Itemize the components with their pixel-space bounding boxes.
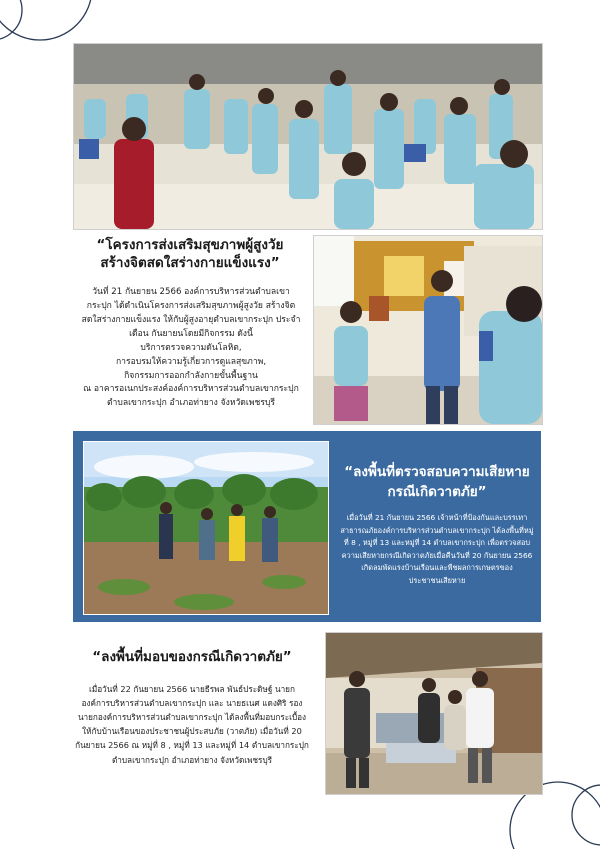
photo-tile-donation xyxy=(325,632,543,795)
section2-line: สาธารณภัยองค์การบริหารส่วนตำบลเขากระปุก ได้ลงพื้นที่หมู่ xyxy=(340,525,534,535)
section2-line: ที่ 8 , หมู่ที่ 13 และหมู่ที่ 14 ตำบลเขากระปุก เพื่อตรวจสอบ xyxy=(343,538,531,548)
section2-line: ประชาชนเสียหาย xyxy=(408,575,466,585)
section3-body xyxy=(64,682,320,767)
section3-line: ให้กับบ้านเรือนของประชาชนผู้ประสบภัย (วาตภัย) เมื่อวันที่ 20 xyxy=(82,726,302,737)
section1-title-line2: สร้างจิตสดใสร่างกายแข็งแรง” xyxy=(100,255,280,272)
section1-line: เดือน กันยายนโดยมีกิจกรรม ดังนี้ xyxy=(129,328,253,339)
section1-body xyxy=(72,286,310,411)
section1-line: กระปุก ได้ดำเนินโครงการส่งเสริมสุขภาพผู้สูงวัย สร้างจิต xyxy=(86,300,296,311)
section3-line: ตำบลเขากระปุก อำเภอท่ายาง จังหวัดเพชรบุรี xyxy=(111,754,273,765)
section2-line: เมื่อวันที่ 21 กันยายน 2566 เจ้าหน้าที่ป้องกันและบรรเทา xyxy=(346,513,528,522)
photo-elderly-exercise-hall xyxy=(73,43,543,230)
section1-line: วันที่ 21 กันยายน 2566 องค์การบริหารส่วนตำบลเขา xyxy=(92,287,290,297)
section1-title-line1: “โครงการส่งเสริมสุขภาพผู้สูงวัย xyxy=(96,237,284,253)
section2-title-line1: “ลงพื้นที่ตรวจสอบความเสียหาย xyxy=(344,464,530,480)
section1-line: ตำบลเขากระปุก อำเภอท่ายาง จังหวัดเพชรบุรี xyxy=(106,398,276,409)
section1-line: สดใสร่างกายแข็งแรง ให้กับผู้สูงอายุตำบลเขากระปุก ประจำ xyxy=(81,314,301,325)
photo-storm-damage-field xyxy=(83,441,329,615)
section2-line: เกิดลมพัดแรงบ้านเรือนและพืชผลการเกษตรของ xyxy=(361,563,513,573)
section3-line: กันยายน 2566 ณ หมู่ที่ 8 , หมู่ที่ 13 และหมู่ที่ 14 ตำบลเขากระปุก xyxy=(75,740,309,751)
section2-title-line2: กรณีเกิดวาตภัย” xyxy=(387,483,487,500)
section1-line: การอบรมให้ความรู้เกี่ยวการดูแลสุขภาพ, xyxy=(115,356,267,367)
section1-line: ณ อาคารอเนกประสงค์องค์การบริหารส่วนตำบลเขากระปุก xyxy=(83,384,299,395)
section1-line: กิจกรรมการออกกำลังกายขั้นพื้นฐาน xyxy=(124,370,258,381)
section2-title xyxy=(336,463,538,502)
section3-line: องค์การบริหารส่วนตำบลเขากระปุก และ นายธเนศ แดงศิริ รอง xyxy=(81,698,303,709)
section2-line: ความเสียหายกรณีเกิดวาตภัยเมื่อคืนวันที่ 20 กันยายน 2566 xyxy=(341,550,533,560)
photo-health-talk xyxy=(313,235,543,425)
section3-line: เมื่อวันที่ 22 กันยายน 2566 นายธีรพล พันธ์ประดิษฐ์ นายก xyxy=(89,684,295,694)
section3-title-line: “ลงพื้นที่มอบของกรณีเกิดวาตภัย” xyxy=(92,649,292,665)
section3-title xyxy=(72,648,312,666)
section1-line: บริการตรวจความดันโลหิต, xyxy=(140,342,242,353)
section1-title xyxy=(74,236,306,272)
section3-line: นายกองค์การบริหารส่วนตำบลเขากระปุก ได้ลงพื้นที่มอบกระเบื้อง xyxy=(77,712,307,723)
section2-body xyxy=(331,512,543,587)
